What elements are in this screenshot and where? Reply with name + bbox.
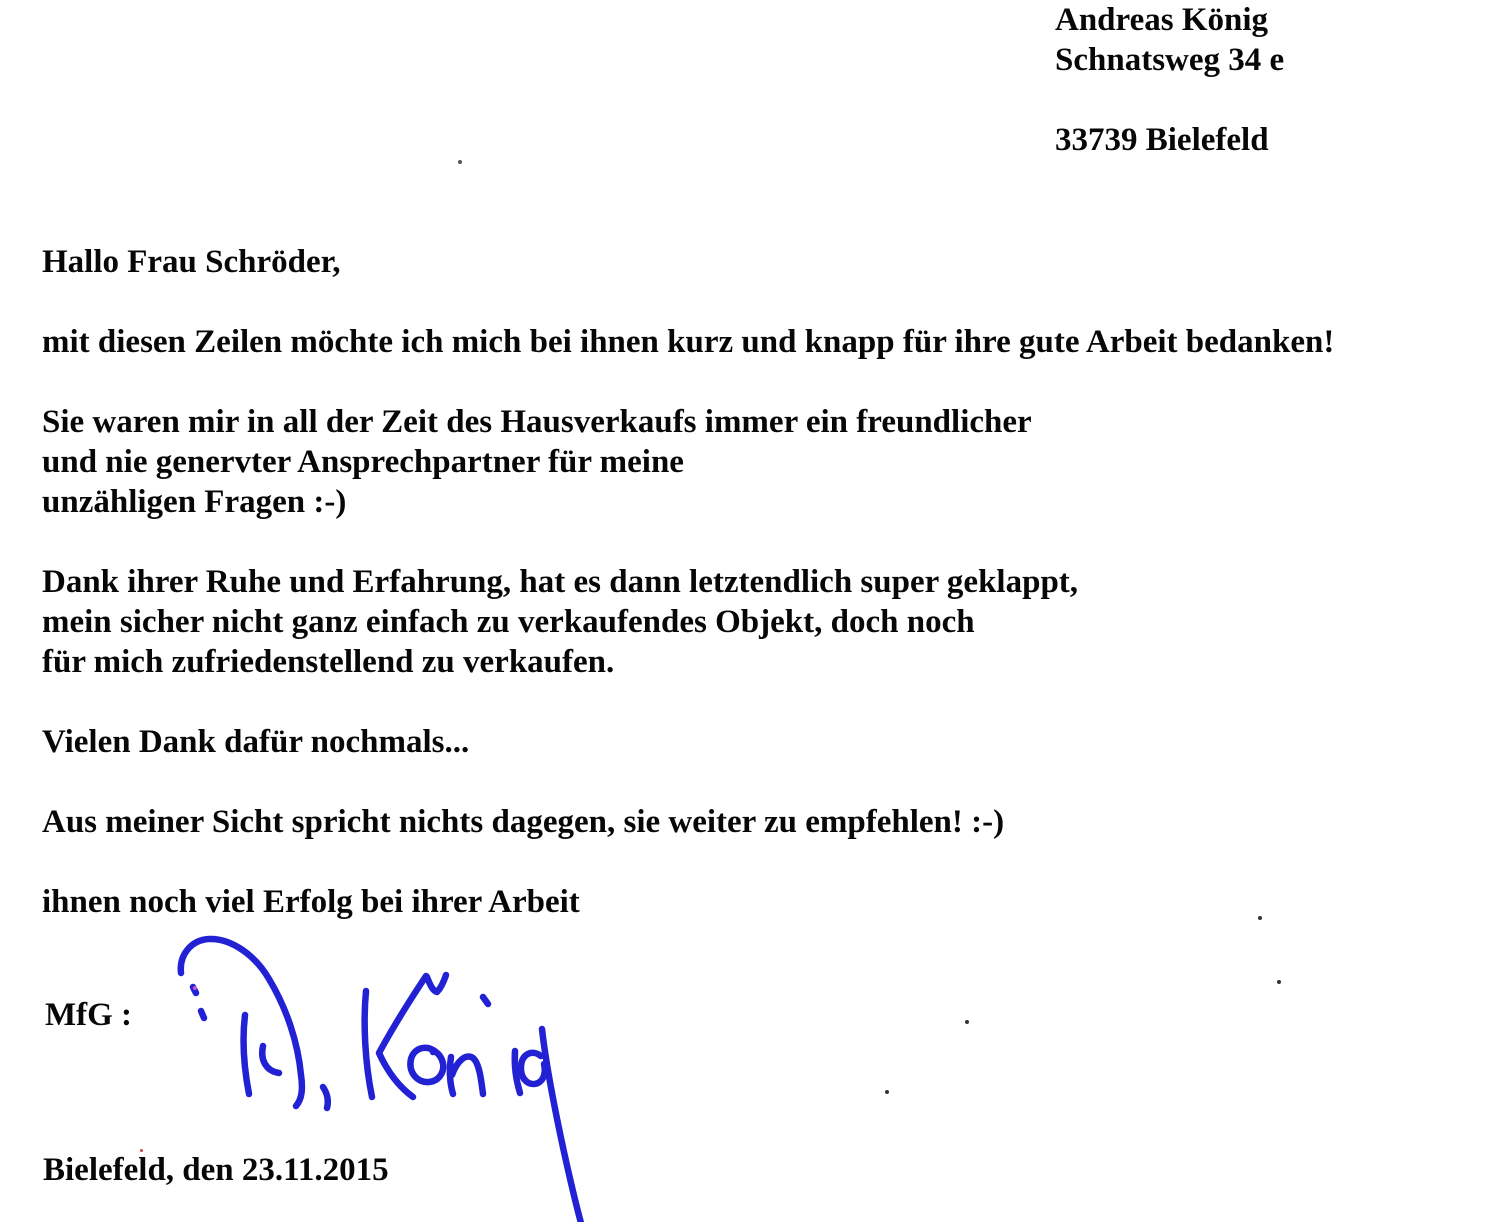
signature-stroke [262, 1046, 279, 1073]
body-line: Dank ihrer Ruhe und Erfahrung, hat es dann letztendlich super geklappt, [42, 564, 1079, 600]
body-line: und nie genervter Ansprechpartner für meine [42, 444, 684, 480]
signature-stroke [193, 987, 204, 1018]
signature-stroke [365, 991, 372, 1097]
body-line: unzähligen Fragen :-) [42, 484, 347, 520]
scan-speck [1277, 980, 1281, 984]
salutation-line: Hallo Frau Schröder, [42, 244, 341, 280]
letter-body [42, 242, 1334, 922]
blank-line [42, 762, 1334, 802]
signature-stroke [427, 975, 446, 992]
sender-street: Schnatsweg 34 e [1055, 42, 1285, 78]
signature-stroke [450, 1057, 483, 1094]
body-line: für mich zufriedenstellend zu verkaufen. [42, 644, 615, 680]
blank-line [42, 282, 1334, 322]
blank-line [1055, 80, 1284, 120]
scan-speck [458, 160, 462, 164]
date-line: Bielefeld, den 23.11.2015 [43, 1152, 389, 1188]
scan-speck [885, 1090, 889, 1094]
signature-stroke [483, 997, 488, 1004]
signature-stroke [244, 1015, 249, 1094]
scan-speck [965, 1020, 969, 1024]
body-line: mein sicher nicht ganz einfach zu verkaufendes Objekt, doch noch [42, 604, 975, 640]
signature-stroke [542, 1029, 581, 1222]
date-line-block [43, 1150, 389, 1190]
scan-speck [140, 1149, 143, 1152]
body-line: Aus meiner Sicht spricht nichts dagegen, sie weiter zu empfehlen! :-) [42, 804, 1005, 840]
blank-line [42, 362, 1334, 402]
sender-address-block [1055, 0, 1284, 160]
body-line: Vielen Dank dafür nochmals... [42, 724, 470, 760]
signature-stroke [323, 1087, 328, 1108]
blank-line [42, 682, 1334, 722]
body-line: ihnen noch viel Erfolg bei ihrer Arbeit [42, 884, 580, 920]
sender-name: Andreas König [1055, 2, 1269, 38]
sender-city: 33739 Bielefeld [1055, 122, 1269, 158]
blank-line [42, 522, 1334, 562]
body-line: Sie waren mir in all der Zeit des Hausverkaufs immer ein freundlicher [42, 404, 1032, 440]
scan-speck [1258, 916, 1262, 920]
body-line: mit diesen Zeilen möchte ich mich bei ihnen kurz und knapp für ihre gute Arbeit bedanken! [42, 324, 1335, 360]
closing-text: MfG : [45, 997, 133, 1033]
signature-stroke [521, 1053, 545, 1084]
scan-speck [193, 986, 197, 990]
signature-stroke [410, 1048, 443, 1082]
closing-line [45, 995, 132, 1035]
blank-line [42, 842, 1334, 882]
